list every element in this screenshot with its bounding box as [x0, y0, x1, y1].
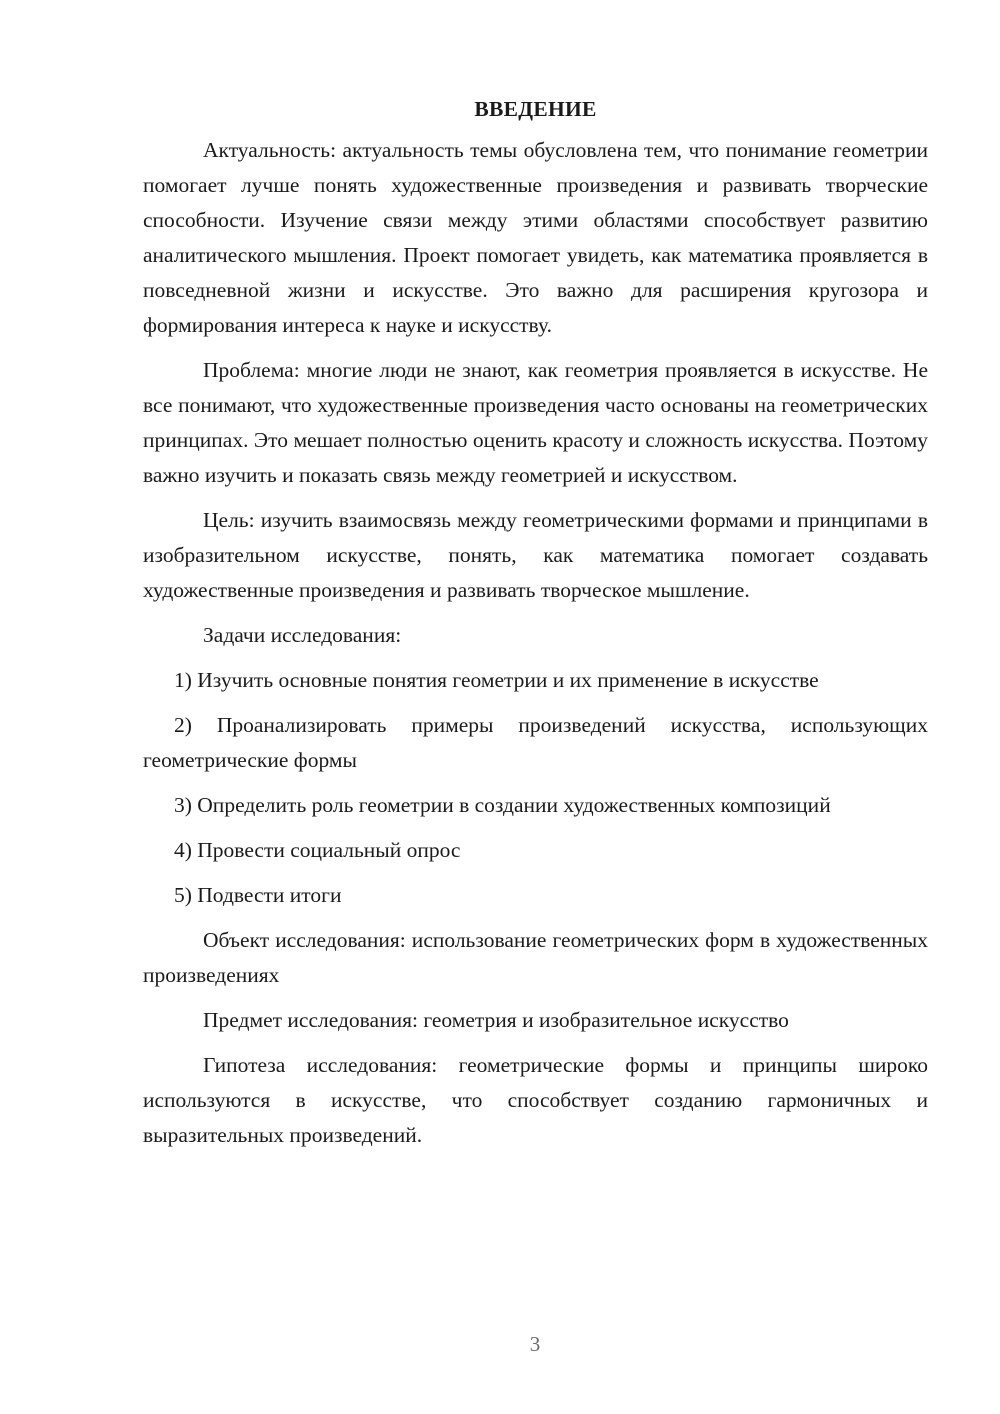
list-item: 2) Проанализировать примеры произведений искусства, использующих геометрические формы [143, 713, 928, 772]
paragraph-hypothesis: Гипотеза исследования: геометрические формы и принципы широко используются в искусстве, что способствует созданию гармоничных и выразительных произведений. [143, 1053, 928, 1147]
document-page [143, 92, 928, 1163]
paragraph-object: Объект исследования: использование геометрических форм в художественных произведениях [143, 928, 928, 987]
paragraph-tasks-title: Задачи исследования: [203, 623, 402, 647]
list-item: 3) Определить роль геометрии в создании художественных композиций [174, 793, 831, 817]
tasks-list [143, 663, 928, 913]
paragraph-problem: Проблема: многие люди не знают, как геометрия проявляется в искусстве. Не все понимают, что художественные произведения часто основаны на геометрических принципах. Это мешает полностью оценить красоту и сложность искусства. Поэтому важно изучить и показать связь между геометрией и искусством. [143, 358, 928, 487]
paragraph-subject: Предмет исследования: геометрия и изобразительное искусство [203, 1008, 789, 1032]
paragraph-relevance: Актуальность: актуальность темы обусловлена тем, что понимание геометрии помогает лучше понять художественные произведения и развивать творческие способности. Изучение связи между этими областями способствует развитию аналитического мышления. Проект помогает увидеть, как математика проявляется в повседневной жизни и искусстве. Это важно для расширения кругозора и формирования интереса к науке и искусству. [143, 138, 928, 337]
section-heading: ВВЕДЕНИЕ [474, 97, 597, 121]
page-number: 3 [529, 1332, 541, 1356]
paragraph-goal: Цель: изучить взаимосвязь между геометрическими формами и принципами в изобразительном искусстве, понять, как математика помогает создавать художественные произведения и развивать творческое мышление. [143, 508, 928, 602]
list-item: 5) Подвести итоги [174, 883, 342, 907]
list-item: 1) Изучить основные понятия геометрии и их применение в искусстве [174, 668, 819, 692]
list-item: 4) Провести социальный опрос [174, 838, 461, 862]
